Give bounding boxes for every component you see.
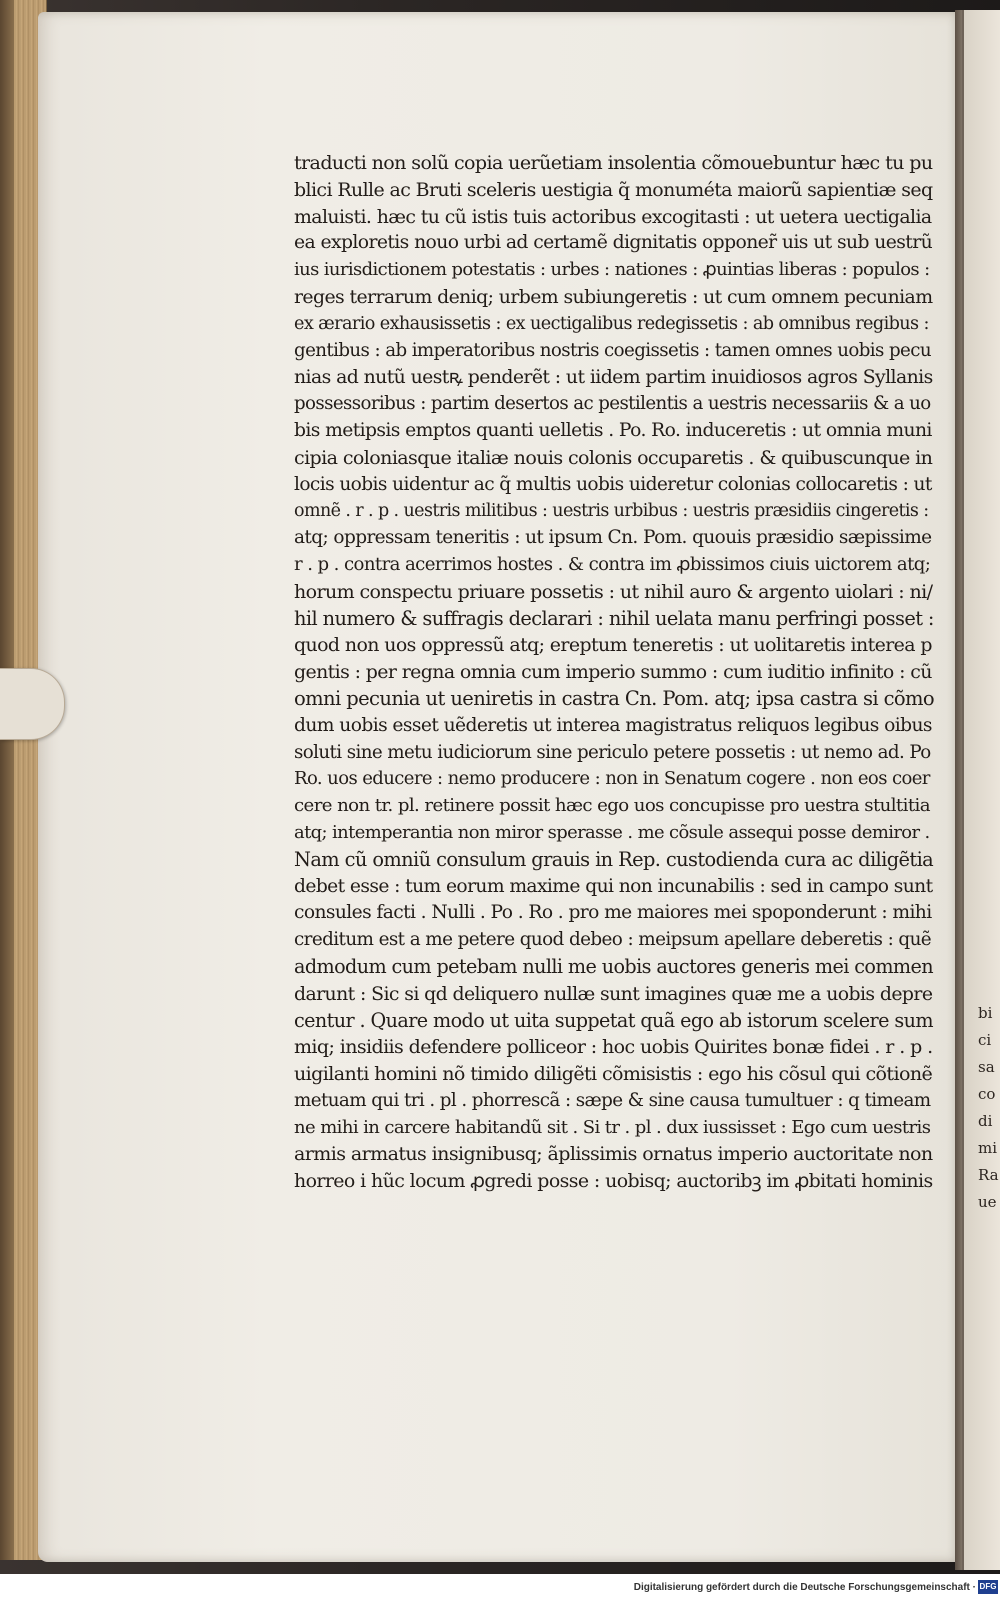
text-line: ea exploretis nouo urbi ad certamẽ dignitatis opponer̃ uis ut sub uestrũ — [294, 232, 933, 254]
text-line: quod non uos oppressũ atq; ereptum teneretis : ut uolitaretis interea p — [294, 634, 932, 657]
text-line: Nam cũ omniũ consulum grauis in Rep. custodienda cura ac diligẽtia — [294, 847, 934, 871]
text-line: metuam qui tri . pl . phorrescã : sæpe & sine causa tumultuer : q timeam — [294, 1089, 931, 1111]
text-line: atq; oppressam teneritis : ut ipsum Cn. Pom. quouis præsidio sæpissime — [294, 527, 932, 549]
text-line: omni pecunia ut ueniretis in castra Cn. Pom. atq; ipsa castra si cõmo — [294, 686, 934, 710]
dfg-logo-icon: DFG — [978, 1580, 998, 1594]
facing-page-text: bi ci sa co di mi Ra ue — [978, 1004, 999, 1211]
text-line: ex ærario exhausissetis : ex uectigalibus redegissetis : ab omnibus regibus : — [294, 313, 929, 334]
text-line: consules facti . Nulli . Po . Ro . pro me maiores mei spoponderunt : mihi — [294, 902, 932, 924]
footer-credit: Digitalisierung gefördert durch die Deutsche Forschungsgemeinschaft · — [633, 1582, 976, 1593]
text-line: cipia coloniasque italiæ nouis colonis occuparetis . & quibuscunque in — [294, 446, 933, 469]
text-line: hil numero & suffragis declarari : nihil uelata manu perfringi posset : — [294, 606, 934, 630]
text-line: dum uobis esset uẽderetis ut interea magistratus reliquos legibus oibus — [294, 714, 932, 736]
text-line: gentibus : ab imperatoribus nostris coegissetis : tamen omnes uobis pecu — [294, 339, 931, 361]
text-line: ius iurisdictionem potestatis : urbes : nationes : ꝓuintias liberas : populos : — [294, 259, 930, 281]
text-line: darunt : Sic si qd deliquero nullæ sunt imagines quæ me a uobis depre — [294, 982, 933, 1005]
text-line: horreo i hũc locum ꝓgredi posse : uobisq; auctoribꝫ im ꝓbitati hominis — [294, 1170, 933, 1193]
text-line: r . p . contra acerrimos hostes . & contra im ꝓbissimos ciuis uictorem atq; — [294, 553, 931, 575]
text-line: omnẽ . r . p . uestris militibus : uestris urbibus : uestris præsidiis cingeretis : — [294, 501, 929, 522]
text-line: locis uobis uidentur ac q̃ multis uobis uideretur colonias collocaretis : ut — [294, 473, 932, 495]
facing-page-edge — [962, 10, 1000, 1570]
text-line: atq; intemperantia non miror sperasse . me cõsule assequi posse demiror . — [294, 821, 930, 843]
text-line: ne mihi in carcere habitandũ sit . Si tr . pl . dux iussisset : Ego cum uestris — [294, 1116, 931, 1138]
text-line: traducti non solũ copia uerũetiam insolentia cõmouebuntur hæc tu pu — [294, 152, 933, 174]
text-line: admodum cum petebam nulli me uobis auctores generis mei commen — [294, 954, 933, 978]
text-line: gentis : per regna omnia cum imperio summo : cum iuditio infinito : cũ — [294, 661, 932, 684]
book-binding-edge — [0, 0, 14, 1560]
text-line: Ro. uos educere : nemo producere : non in Senatum cogere . non eos coer — [294, 768, 930, 790]
page-tab-marker — [0, 668, 65, 740]
main-text-block — [294, 150, 934, 1195]
text-line: centur . Quare modo ut uita suppetat quã ego ab istorum scelere sum — [294, 1008, 933, 1032]
text-line: bis metipsis emptos quanti uelletis . Po. Ro. induceretis : ut omnia muni — [294, 419, 932, 441]
text-line: cere non tr. pl. retinere possit hæc ego uos concupisse pro uestra stultitia — [294, 795, 930, 817]
text-line: miq; insidiis defendere polliceor : hoc uobis Quirites bonæ fidei . r . p . — [294, 1036, 933, 1059]
text-line: debet esse : tum eorum maxime qui non incunabilis : sed in campo sunt — [294, 875, 933, 897]
text-line: uigilanti homini nõ timido diligẽti cõmisistis : ego his cõsul qui cõtionẽ — [294, 1063, 933, 1086]
text-line: creditum est a me petere quod debeo : meipsum apellare deberetis : quẽ — [294, 929, 932, 951]
text-line: armis armatus insignibusq; ãplissimis ornatus imperio auctoritate non — [294, 1143, 933, 1166]
text-line: blici Rulle ac Bruti sceleris uestigia q̃ monuméta maiorũ sapientiæ seq — [294, 178, 933, 201]
text-line: horum conspectu priuare possetis : ut nihil auro & argento uiolari : ni/ — [294, 580, 933, 603]
text-line: nias ad nutũ uestꝶ penderẽt : ut iidem partim inuidiosos agros Syllanis — [294, 366, 933, 389]
text-line: reges terrarum deniq; urbem subiungeretis : ut cum omnem pecuniam — [294, 285, 933, 308]
text-line: soluti sine metu iudiciorum sine periculo petere possetis : ut nemo ad. Po — [294, 741, 931, 763]
text-line: maluisti. hæc tu cũ istis tuis actoribus excogitasti : ut uetera uectigalia — [294, 205, 932, 228]
text-line: possessoribus : partim desertos ac pestilentis a uestris necessariis & a uo — [294, 393, 931, 415]
